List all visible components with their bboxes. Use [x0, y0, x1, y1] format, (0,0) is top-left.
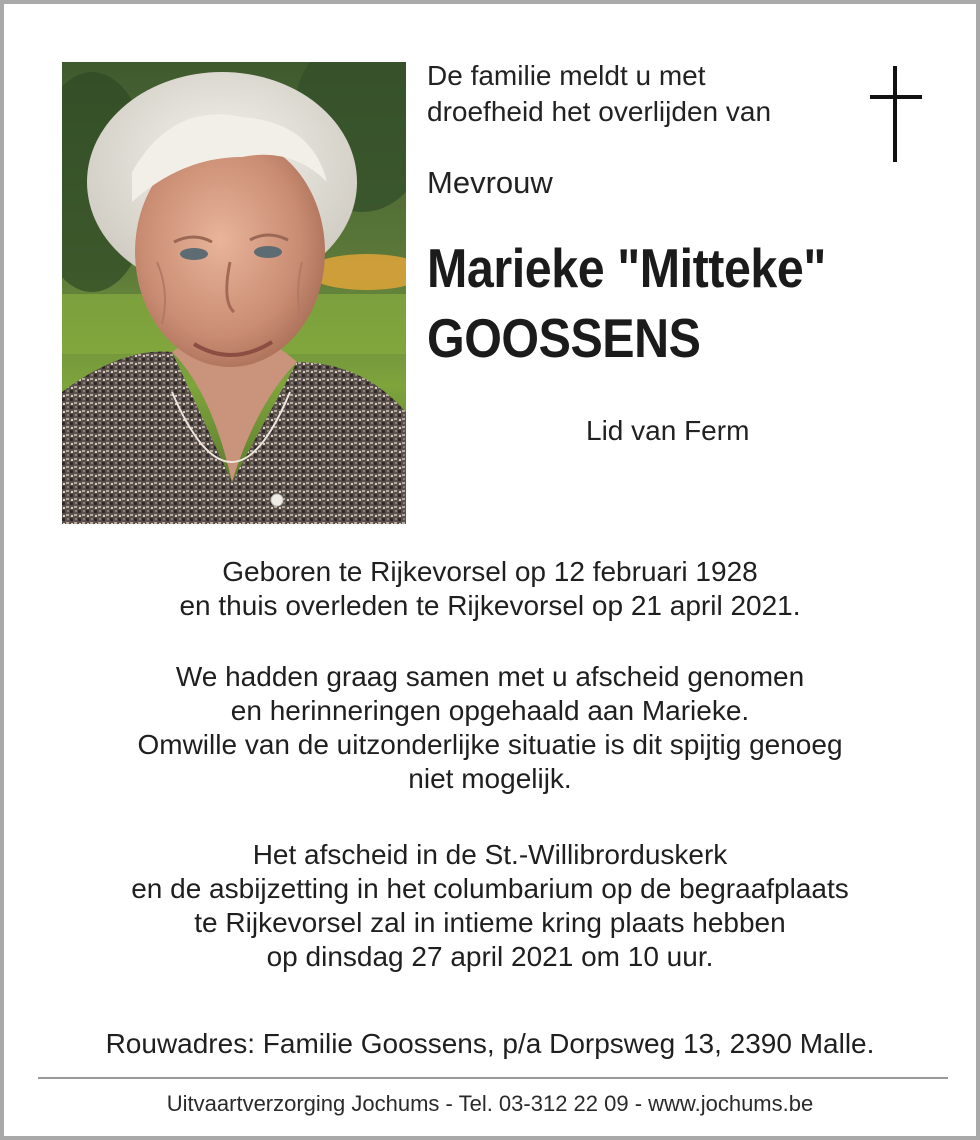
deceased-name-line1: Marieke "Mitteke" [427, 237, 826, 299]
paragraph-line: Geboren te Rijkevorsel op 12 februari 1928 [222, 556, 758, 587]
mourning-address: Rouwadres: Familie Goossens, p/a Dorpsweg 13, 2390 Malle. [105, 1028, 875, 1059]
paragraph-line: Het afscheid in de St.-Willibrorduskerk [252, 839, 728, 870]
footer-divider [38, 1077, 948, 1079]
membership-note: Lid van Ferm [586, 415, 750, 446]
intro-line: droefheid het overlijden van [427, 96, 772, 127]
birth-death-paragraph [4, 555, 976, 623]
paragraph-line: te Rijkevorsel zal in intieme kring plaats hebben [194, 907, 786, 938]
paragraph-line: We hadden graag samen met u afscheid genomen [175, 661, 805, 692]
deceased-name [427, 233, 826, 373]
deceased-name-line2: GOOSSENS [427, 307, 701, 369]
paragraph-line: op dinsdag 27 april 2021 om 10 uur. [266, 941, 714, 972]
paragraph-line: niet mogelijk. [408, 763, 572, 794]
announcement-intro [427, 58, 771, 130]
paragraph-line: en de asbijzetting in het columbarium op de begraafplaats [131, 873, 849, 904]
paragraph-line: en thuis overleden te Rijkevorsel op 21 april 2021. [179, 590, 801, 621]
latin-cross-icon [866, 66, 926, 162]
ceremony-paragraph [4, 838, 976, 974]
paragraph-line: Omwille van de uitzonderlijke situatie is dit spijtig genoeg [137, 729, 843, 760]
intro-line: De familie meldt u met [427, 60, 706, 91]
portrait-photo [62, 62, 406, 524]
funeral-director-footer: Uitvaartverzorging Jochums - Tel. 03-312 22 09 - www.jochums.be [166, 1091, 814, 1116]
paragraph-line: en herinneringen opgehaald aan Marieke. [230, 695, 750, 726]
title-prefix: Mevrouw [427, 165, 553, 200]
farewell-note-paragraph [4, 660, 976, 796]
